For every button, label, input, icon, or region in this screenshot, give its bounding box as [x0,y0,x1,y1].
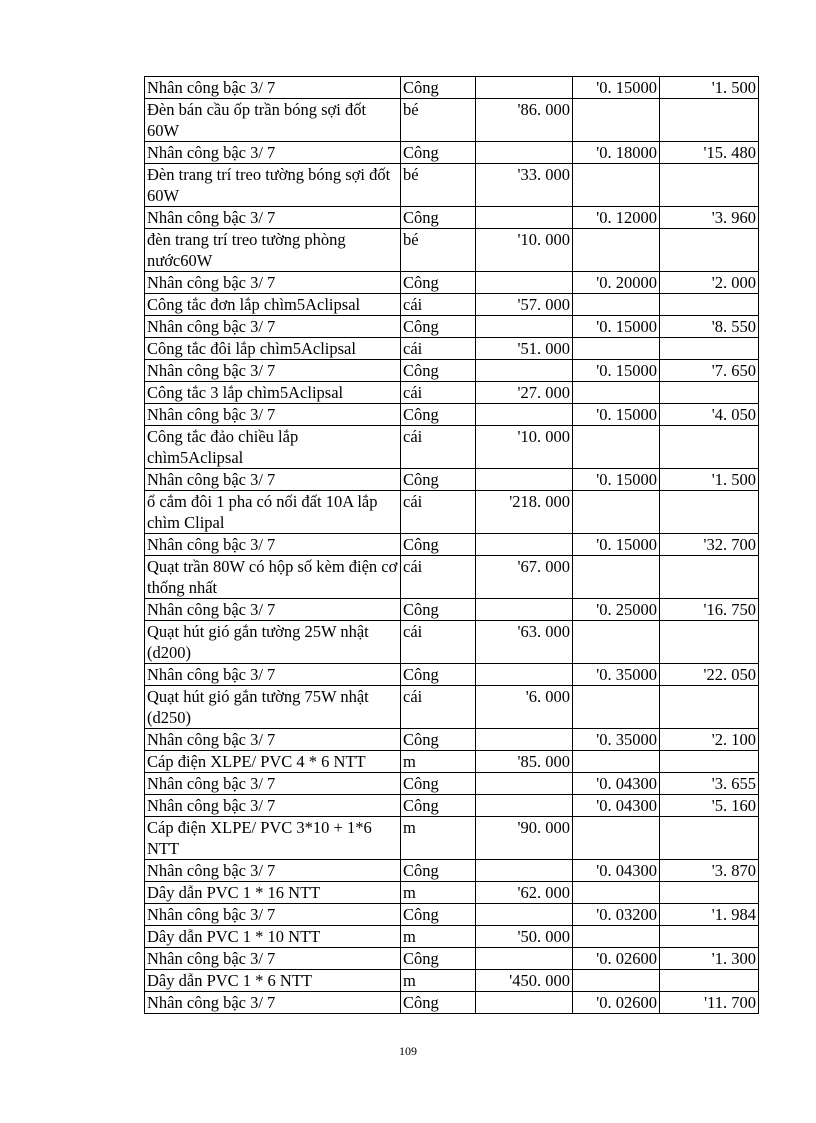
cell-material-price [476,77,573,99]
table-row [145,426,759,469]
cell-item-name: Nhân công bậc 3/ 7 [145,207,401,229]
table-row [145,491,759,534]
cell-labor-coefficient: '0. 12000 [573,207,660,229]
table-row [145,382,759,404]
cell-unit: Công [401,404,476,426]
cell-item-name: Nhân công bậc 3/ 7 [145,992,401,1014]
cell-amount [660,229,759,272]
cell-item-name: Đèn bán cầu ốp trần bóng sợi đốt 60W [145,99,401,142]
cell-item-name: Nhân công bậc 3/ 7 [145,773,401,795]
cell-item-name: Nhân công bậc 3/ 7 [145,599,401,621]
cell-labor-coefficient [573,686,660,729]
cell-unit: Công [401,795,476,817]
table-row [145,534,759,556]
cell-labor-coefficient: '0. 03200 [573,904,660,926]
cell-item-name: Nhân công bậc 3/ 7 [145,534,401,556]
cell-material-price [476,142,573,164]
cell-material-price: '6. 000 [476,686,573,729]
cell-unit: cái [401,556,476,599]
cell-item-name: đèn trang trí treo tường phòng nước60W [145,229,401,272]
cell-unit: cái [401,382,476,404]
cell-amount: '22. 050 [660,664,759,686]
table-row [145,882,759,904]
cell-unit: Công [401,729,476,751]
table-row [145,164,759,207]
table-row [145,621,759,664]
cell-labor-coefficient [573,338,660,360]
table-row [145,77,759,99]
cell-amount: '1. 984 [660,904,759,926]
cell-amount: '11. 700 [660,992,759,1014]
cell-labor-coefficient [573,164,660,207]
cell-item-name: Đèn trang trí treo tường bóng sợi đốt 60W [145,164,401,207]
cell-material-price: '62. 000 [476,882,573,904]
cell-labor-coefficient: '0. 15000 [573,534,660,556]
cell-material-price: '218. 000 [476,491,573,534]
estimate-table-body [145,77,759,1014]
cell-amount: '1. 500 [660,469,759,491]
cell-unit: bé [401,229,476,272]
cell-unit: Công [401,272,476,294]
cell-amount [660,382,759,404]
cell-item-name: Nhân công bậc 3/ 7 [145,316,401,338]
cell-material-price: '57. 000 [476,294,573,316]
table-row [145,360,759,382]
cell-item-name: Quạt hút gió gắn tường 75W nhật (d250) [145,686,401,729]
cell-material-price: '90. 000 [476,817,573,860]
cell-unit: m [401,970,476,992]
cell-material-price [476,469,573,491]
cell-material-price [476,664,573,686]
cell-unit: m [401,751,476,773]
cell-labor-coefficient: '0. 15000 [573,316,660,338]
cell-labor-coefficient: '0. 15000 [573,469,660,491]
cell-unit: bé [401,164,476,207]
cell-unit: Công [401,207,476,229]
cell-item-name: Dây dẫn PVC 1 * 6 NTT [145,970,401,992]
cell-item-name: Công tắc đôi lắp chìm5Aclipsal [145,338,401,360]
cell-material-price: '63. 000 [476,621,573,664]
cell-labor-coefficient: '0. 04300 [573,773,660,795]
cell-unit: Công [401,992,476,1014]
cell-labor-coefficient [573,426,660,469]
table-row [145,207,759,229]
cell-unit: Công [401,142,476,164]
table-row [145,556,759,599]
cell-amount: '4. 050 [660,404,759,426]
cell-item-name: Nhân công bậc 3/ 7 [145,904,401,926]
cell-item-name: Quạt hút gió gắn tường 25W nhật (d200) [145,621,401,664]
table-row [145,904,759,926]
cell-material-price: '33. 000 [476,164,573,207]
cell-item-name: Quạt trần 80W có hộp số kèm điện cơ thống nhất [145,556,401,599]
cell-amount [660,751,759,773]
cell-unit: Công [401,534,476,556]
cell-unit: Công [401,664,476,686]
cell-amount: '5. 160 [660,795,759,817]
cell-amount: '16. 750 [660,599,759,621]
table-row [145,142,759,164]
cell-labor-coefficient: '0. 15000 [573,77,660,99]
cell-labor-coefficient: '0. 35000 [573,729,660,751]
cell-amount [660,882,759,904]
cell-item-name: Công tắc 3 lắp chìm5Aclipsal [145,382,401,404]
cell-amount: '2. 100 [660,729,759,751]
cell-item-name: Nhân công bậc 3/ 7 [145,404,401,426]
cell-material-price [476,534,573,556]
cell-amount: '1. 500 [660,77,759,99]
cell-labor-coefficient: '0. 02600 [573,992,660,1014]
cell-labor-coefficient: '0. 04300 [573,860,660,882]
cell-labor-coefficient [573,926,660,948]
cell-labor-coefficient: '0. 15000 [573,404,660,426]
cell-item-name: Nhân công bậc 3/ 7 [145,664,401,686]
cell-item-name: Nhân công bậc 3/ 7 [145,795,401,817]
cell-material-price [476,599,573,621]
cell-amount: '8. 550 [660,316,759,338]
cell-labor-coefficient: '0. 15000 [573,360,660,382]
table-row [145,992,759,1014]
cell-material-price: '85. 000 [476,751,573,773]
cell-material-price [476,207,573,229]
table-row [145,229,759,272]
cell-item-name: Nhân công bậc 3/ 7 [145,469,401,491]
cell-material-price: '67. 000 [476,556,573,599]
cell-labor-coefficient [573,294,660,316]
cell-unit: Công [401,316,476,338]
table-row [145,316,759,338]
table-row [145,773,759,795]
cell-material-price [476,272,573,294]
cell-material-price: '27. 000 [476,382,573,404]
cell-unit: cái [401,426,476,469]
cell-material-price [476,795,573,817]
cell-material-price [476,316,573,338]
cell-unit: Công [401,360,476,382]
table-row [145,338,759,360]
cell-material-price [476,360,573,382]
cell-amount [660,491,759,534]
cell-material-price [476,860,573,882]
table-row [145,272,759,294]
table-row [145,599,759,621]
cell-amount [660,926,759,948]
cell-item-name: Nhân công bậc 3/ 7 [145,272,401,294]
cell-amount: '3. 960 [660,207,759,229]
cell-labor-coefficient [573,229,660,272]
table-row [145,795,759,817]
cell-item-name: Công tắc đơn lắp chìm5Aclipsal [145,294,401,316]
cell-labor-coefficient: '0. 35000 [573,664,660,686]
estimate-table [144,76,759,1014]
cell-amount [660,426,759,469]
cell-item-name: Nhân công bậc 3/ 7 [145,142,401,164]
cell-item-name: Nhân công bậc 3/ 7 [145,360,401,382]
page-number: 109 [399,1044,417,1058]
cell-amount: '7. 650 [660,360,759,382]
cell-unit: bé [401,99,476,142]
cell-labor-coefficient: '0. 04300 [573,795,660,817]
cell-amount [660,294,759,316]
cell-amount: '1. 300 [660,948,759,970]
cell-unit: m [401,817,476,860]
cell-labor-coefficient [573,751,660,773]
cell-item-name: ổ cắm đôi 1 pha có nối đất 10A lắp chìm Clipal [145,491,401,534]
cell-labor-coefficient [573,491,660,534]
table-row [145,469,759,491]
cell-unit: cái [401,338,476,360]
cell-material-price [476,404,573,426]
cell-unit: Công [401,860,476,882]
cell-unit: m [401,882,476,904]
table-row [145,751,759,773]
cell-item-name: Cáp điện XLPE/ PVC 4 * 6 NTT [145,751,401,773]
cell-amount [660,817,759,860]
cell-amount [660,338,759,360]
table-row [145,729,759,751]
cell-labor-coefficient [573,970,660,992]
cell-amount [660,556,759,599]
cell-item-name: Công tắc đảo chiều lắp chìm5Aclipsal [145,426,401,469]
cell-labor-coefficient: '0. 18000 [573,142,660,164]
cell-unit: cái [401,294,476,316]
table-row [145,404,759,426]
cell-labor-coefficient: '0. 20000 [573,272,660,294]
cell-material-price: '50. 000 [476,926,573,948]
cell-material-price: '51. 000 [476,338,573,360]
cell-labor-coefficient [573,882,660,904]
cell-amount: '15. 480 [660,142,759,164]
table-row [145,686,759,729]
cell-unit: Công [401,469,476,491]
cell-material-price [476,729,573,751]
cell-amount: '3. 655 [660,773,759,795]
cell-unit: cái [401,686,476,729]
cell-material-price: '86. 000 [476,99,573,142]
cell-unit: Công [401,948,476,970]
cell-amount [660,970,759,992]
cell-labor-coefficient: '0. 25000 [573,599,660,621]
cell-material-price: '10. 000 [476,229,573,272]
cell-material-price: '450. 000 [476,970,573,992]
table-row [145,294,759,316]
cell-labor-coefficient [573,99,660,142]
cell-labor-coefficient [573,382,660,404]
cell-unit: cái [401,621,476,664]
cell-material-price [476,904,573,926]
cell-unit: Công [401,599,476,621]
cell-unit: Công [401,773,476,795]
table-row [145,860,759,882]
cell-material-price [476,948,573,970]
cell-labor-coefficient [573,556,660,599]
table-row [145,948,759,970]
table-row [145,926,759,948]
cell-amount [660,99,759,142]
cell-labor-coefficient [573,621,660,664]
cell-item-name: Nhân công bậc 3/ 7 [145,77,401,99]
cell-unit: m [401,926,476,948]
cell-item-name: Nhân công bậc 3/ 7 [145,860,401,882]
cell-item-name: Nhân công bậc 3/ 7 [145,729,401,751]
cell-material-price [476,773,573,795]
cell-amount: '3. 870 [660,860,759,882]
cell-labor-coefficient [573,817,660,860]
cell-unit: Công [401,904,476,926]
cell-material-price: '10. 000 [476,426,573,469]
cell-item-name: Dây dẫn PVC 1 * 10 NTT [145,926,401,948]
table-row [145,970,759,992]
cell-amount [660,164,759,207]
cell-amount: '32. 700 [660,534,759,556]
cell-unit: cái [401,491,476,534]
cell-unit: Công [401,77,476,99]
cell-item-name: Dây dẫn PVC 1 * 16 NTT [145,882,401,904]
cell-item-name: Cáp điện XLPE/ PVC 3*10 + 1*6 NTT [145,817,401,860]
cell-item-name: Nhân công bậc 3/ 7 [145,948,401,970]
cell-material-price [476,992,573,1014]
cell-amount [660,686,759,729]
table-row [145,99,759,142]
table-row [145,664,759,686]
cell-amount [660,621,759,664]
table-row [145,817,759,860]
cell-labor-coefficient: '0. 02600 [573,948,660,970]
cell-amount: '2. 000 [660,272,759,294]
